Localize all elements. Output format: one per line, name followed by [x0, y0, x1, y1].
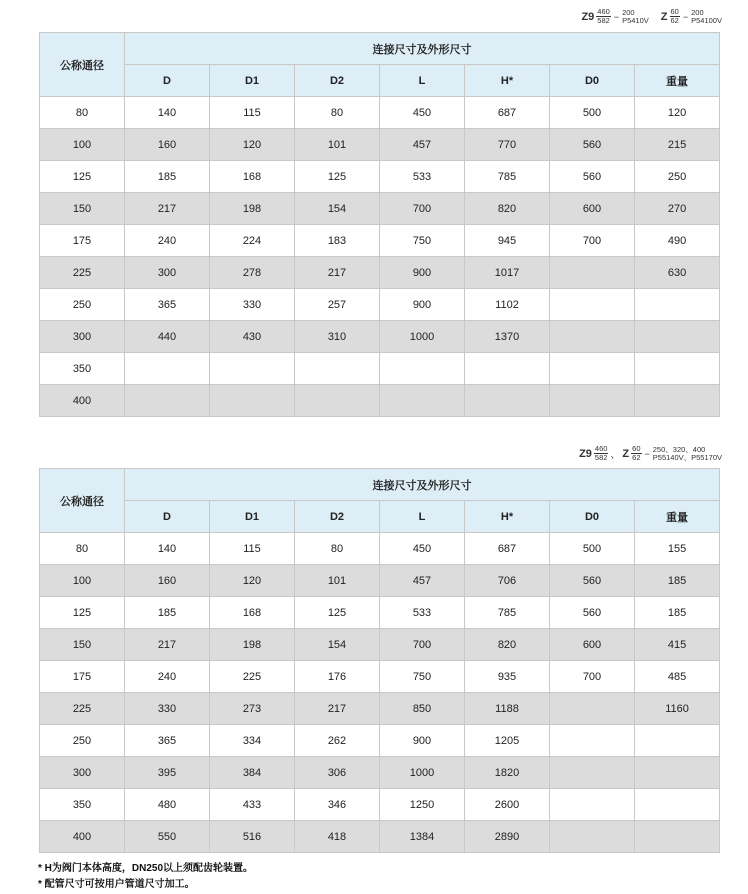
table-cell: 560 — [550, 565, 635, 597]
table-row — [40, 97, 720, 129]
nominal-diameter-cell: 80 — [40, 97, 125, 129]
table-cell: 140 — [125, 97, 210, 129]
table-cell — [465, 353, 550, 385]
model-label-2: Z9 $\frac{460}{582}$ 、 Z $\frac{60}{62}$ − 250、320、400 P55140V、P55170V — [579, 444, 722, 462]
table-cell — [550, 289, 635, 321]
table-cell: 560 — [550, 129, 635, 161]
table-cell: 240 — [125, 661, 210, 693]
table-cell: 120 — [210, 565, 295, 597]
table-cell — [635, 789, 720, 821]
table-cell — [550, 821, 635, 853]
table-cell: 125 — [295, 597, 380, 629]
nominal-diameter-cell: 175 — [40, 225, 125, 257]
table-row — [40, 193, 720, 225]
table-cell: 500 — [550, 97, 635, 129]
table-cell — [550, 257, 635, 289]
table-row — [40, 129, 720, 161]
table-cell — [635, 821, 720, 853]
column-header: D1 — [210, 65, 295, 97]
table-cell: 217 — [295, 693, 380, 725]
table-cell: 500 — [550, 533, 635, 565]
table-cell: 101 — [295, 129, 380, 161]
table-cell — [550, 757, 635, 789]
table-cell: 101 — [295, 565, 380, 597]
table-cell: 240 — [125, 225, 210, 257]
header-nominal-diameter: 公称通径 — [40, 33, 125, 97]
model-prefix: Z — [622, 447, 630, 460]
table-body — [40, 533, 720, 853]
nominal-diameter-cell: 400 — [40, 385, 125, 417]
table-cell: 850 — [380, 693, 465, 725]
table-row — [40, 821, 720, 853]
table-cell: 770 — [465, 129, 550, 161]
table-cell: 600 — [550, 193, 635, 225]
column-header: D2 — [295, 501, 380, 533]
table-cell: 900 — [380, 289, 465, 321]
nominal-diameter-cell: 225 — [40, 693, 125, 725]
table-cell: 900 — [380, 257, 465, 289]
table-cell: 457 — [380, 129, 465, 161]
table-cell: 600 — [550, 629, 635, 661]
table-cell: 480 — [125, 789, 210, 821]
table-row — [40, 757, 720, 789]
table-cell: 706 — [465, 565, 550, 597]
nominal-diameter-cell: 80 — [40, 533, 125, 565]
table-cell: 1370 — [465, 321, 550, 353]
column-header: D1 — [210, 501, 295, 533]
table-cell: 80 — [295, 97, 380, 129]
table-cell: 384 — [210, 757, 295, 789]
table-cell: 1820 — [465, 757, 550, 789]
table-row — [40, 321, 720, 353]
nominal-diameter-cell: 100 — [40, 129, 125, 161]
table-cell: 270 — [635, 193, 720, 225]
table-cell: 257 — [295, 289, 380, 321]
table-cell — [550, 693, 635, 725]
table-cell — [550, 321, 635, 353]
dimension-table-1 — [39, 32, 720, 417]
table-cell: 750 — [380, 661, 465, 693]
table-cell: 330 — [125, 693, 210, 725]
table-cell: 310 — [295, 321, 380, 353]
table-cell: 1017 — [465, 257, 550, 289]
table-row — [40, 257, 720, 289]
column-header: H* — [465, 501, 550, 533]
footnote-2: * 配管尺寸可按用户管道尺寸加工。 — [38, 879, 195, 890]
table-cell: 1000 — [380, 757, 465, 789]
table-cell — [210, 385, 295, 417]
table-cell: 185 — [635, 597, 720, 629]
table-cell: 168 — [210, 161, 295, 193]
table-cell: 217 — [125, 629, 210, 661]
column-header: D — [125, 501, 210, 533]
column-header: 重量 — [635, 501, 720, 533]
nominal-diameter-cell: 175 — [40, 661, 125, 693]
table-cell: 935 — [465, 661, 550, 693]
column-header: D0 — [550, 65, 635, 97]
table-cell — [380, 385, 465, 417]
table-row — [40, 789, 720, 821]
table-cell: 155 — [635, 533, 720, 565]
table-cell: 560 — [550, 597, 635, 629]
model-prefix: Z — [660, 10, 668, 23]
nominal-diameter-cell: 250 — [40, 725, 125, 757]
table-cell: 183 — [295, 225, 380, 257]
column-header-row — [40, 501, 720, 533]
table-cell: 160 — [125, 129, 210, 161]
dimension-table-2 — [39, 468, 720, 853]
table-cell: 687 — [465, 533, 550, 565]
header-nominal-diameter: 公称通径 — [40, 469, 125, 533]
nominal-diameter-cell: 150 — [40, 193, 125, 225]
column-header: L — [380, 501, 465, 533]
table-cell — [210, 353, 295, 385]
table-body — [40, 97, 720, 417]
table-cell: 433 — [210, 789, 295, 821]
table-cell: 300 — [125, 257, 210, 289]
table-cell: 115 — [210, 533, 295, 565]
table-cell — [635, 385, 720, 417]
table-cell: 115 — [210, 97, 295, 129]
table-cell: 820 — [465, 193, 550, 225]
model-suffix: 200 P5410V — [622, 7, 649, 25]
table-cell: 785 — [465, 597, 550, 629]
table-cell: 168 — [210, 597, 295, 629]
model-prefix: Z9 — [579, 447, 592, 460]
table-cell: 1188 — [465, 693, 550, 725]
table-cell: 560 — [550, 161, 635, 193]
model-suffix: 200 P54100V — [691, 7, 722, 25]
model-fraction: $\frac{460}{582}$ — [594, 444, 608, 462]
table-cell: 120 — [210, 129, 295, 161]
nominal-diameter-cell: 125 — [40, 597, 125, 629]
table-cell — [550, 353, 635, 385]
table-cell: 346 — [295, 789, 380, 821]
table-cell — [125, 353, 210, 385]
table-cell: 687 — [465, 97, 550, 129]
table-row — [40, 225, 720, 257]
table-cell: 198 — [210, 629, 295, 661]
column-header: D2 — [295, 65, 380, 97]
table-cell: 330 — [210, 289, 295, 321]
nominal-diameter-cell: 300 — [40, 321, 125, 353]
table-cell — [550, 725, 635, 757]
header-dimensions-group: 连接尺寸及外形尺寸 — [125, 33, 720, 65]
table-row — [40, 725, 720, 757]
nominal-diameter-cell: 300 — [40, 757, 125, 789]
table-cell: 262 — [295, 725, 380, 757]
table-cell: 185 — [635, 565, 720, 597]
table-cell — [635, 321, 720, 353]
table-cell: 217 — [125, 193, 210, 225]
table-cell: 450 — [380, 97, 465, 129]
table-cell: 225 — [210, 661, 295, 693]
table-row — [40, 597, 720, 629]
table-cell: 700 — [380, 193, 465, 225]
table-cell — [635, 757, 720, 789]
table-cell: 1384 — [380, 821, 465, 853]
table-row — [40, 289, 720, 321]
table-cell: 160 — [125, 565, 210, 597]
table-cell: 1205 — [465, 725, 550, 757]
table-cell: 224 — [210, 225, 295, 257]
nominal-diameter-cell: 100 — [40, 565, 125, 597]
column-header: D — [125, 65, 210, 97]
column-header: 重量 — [635, 65, 720, 97]
nominal-diameter-cell: 225 — [40, 257, 125, 289]
table-cell: 430 — [210, 321, 295, 353]
nominal-diameter-cell: 350 — [40, 789, 125, 821]
table-cell: 217 — [295, 257, 380, 289]
table-row — [40, 693, 720, 725]
table-cell: 533 — [380, 161, 465, 193]
table-cell: 125 — [295, 161, 380, 193]
table-cell: 176 — [295, 661, 380, 693]
nominal-diameter-cell: 350 — [40, 353, 125, 385]
table-cell: 900 — [380, 725, 465, 757]
table-cell: 1250 — [380, 789, 465, 821]
column-header-row — [40, 65, 720, 97]
table-row — [40, 385, 720, 417]
table-cell: 185 — [125, 597, 210, 629]
table-cell: 185 — [125, 161, 210, 193]
table-cell: 198 — [210, 193, 295, 225]
table-cell: 630 — [635, 257, 720, 289]
model-prefix: Z9 — [581, 10, 595, 23]
table-row — [40, 629, 720, 661]
table-cell — [550, 789, 635, 821]
table-cell — [295, 353, 380, 385]
table-cell — [635, 353, 720, 385]
table-cell: 785 — [465, 161, 550, 193]
column-header: H* — [465, 65, 550, 97]
footnote-1: * H为阀门本体高度，DN250以上须配齿轮装置。 — [38, 863, 254, 874]
table-cell: 1160 — [635, 693, 720, 725]
table-cell: 80 — [295, 533, 380, 565]
nominal-diameter-cell: 250 — [40, 289, 125, 321]
table-cell — [380, 353, 465, 385]
table-cell: 1000 — [380, 321, 465, 353]
table-cell: 365 — [125, 725, 210, 757]
table-cell: 450 — [380, 533, 465, 565]
table-cell: 140 — [125, 533, 210, 565]
table-cell: 440 — [125, 321, 210, 353]
table-cell: 533 — [380, 597, 465, 629]
table-cell: 457 — [380, 565, 465, 597]
model-fraction: $\frac{60}{62}$ — [632, 444, 641, 462]
table-cell: 154 — [295, 193, 380, 225]
table-cell: 2890 — [465, 821, 550, 853]
table-cell: 550 — [125, 821, 210, 853]
table-cell: 820 — [465, 629, 550, 661]
table-cell — [635, 725, 720, 757]
table-row — [40, 661, 720, 693]
column-header: D0 — [550, 501, 635, 533]
table-cell: 415 — [635, 629, 720, 661]
table-cell: 700 — [550, 661, 635, 693]
table-cell: 700 — [550, 225, 635, 257]
table-cell: 516 — [210, 821, 295, 853]
nominal-diameter-cell: 150 — [40, 629, 125, 661]
table-cell — [125, 385, 210, 417]
table-cell: 365 — [125, 289, 210, 321]
table-row — [40, 353, 720, 385]
table-cell: 418 — [295, 821, 380, 853]
column-header: L — [380, 65, 465, 97]
table-cell: 120 — [635, 97, 720, 129]
model-fraction: $\frac{460}{582}$ — [597, 7, 610, 25]
header-dimensions-group: 连接尺寸及外形尺寸 — [125, 469, 720, 501]
table-cell: 215 — [635, 129, 720, 161]
table-cell — [465, 385, 550, 417]
table-cell: 485 — [635, 661, 720, 693]
table-cell: 278 — [210, 257, 295, 289]
table-cell: 700 — [380, 629, 465, 661]
table-cell: 154 — [295, 629, 380, 661]
model-separator: 、 — [610, 450, 621, 461]
table-cell — [295, 385, 380, 417]
table-cell: 250 — [635, 161, 720, 193]
table-cell — [635, 289, 720, 321]
model-fraction: $\frac{60}{62}$ — [670, 7, 679, 25]
table-cell: 2600 — [465, 789, 550, 821]
model-label-1: Z9 $\frac{460}{582}$ − 200 P5410V Z $\frac{60}{62}$ − 200 P54100V — [581, 7, 722, 25]
nominal-diameter-cell: 125 — [40, 161, 125, 193]
model-suffix: 250、320、400 P55140V、P55170V — [652, 444, 722, 462]
table-row — [40, 161, 720, 193]
table-row — [40, 533, 720, 565]
table-cell: 273 — [210, 693, 295, 725]
nominal-diameter-cell: 400 — [40, 821, 125, 853]
table-cell: 1102 — [465, 289, 550, 321]
table-cell: 750 — [380, 225, 465, 257]
table-cell: 334 — [210, 725, 295, 757]
table-row — [40, 565, 720, 597]
table-cell: 306 — [295, 757, 380, 789]
table-cell: 945 — [465, 225, 550, 257]
table-cell: 395 — [125, 757, 210, 789]
table-cell — [550, 385, 635, 417]
table-cell: 490 — [635, 225, 720, 257]
